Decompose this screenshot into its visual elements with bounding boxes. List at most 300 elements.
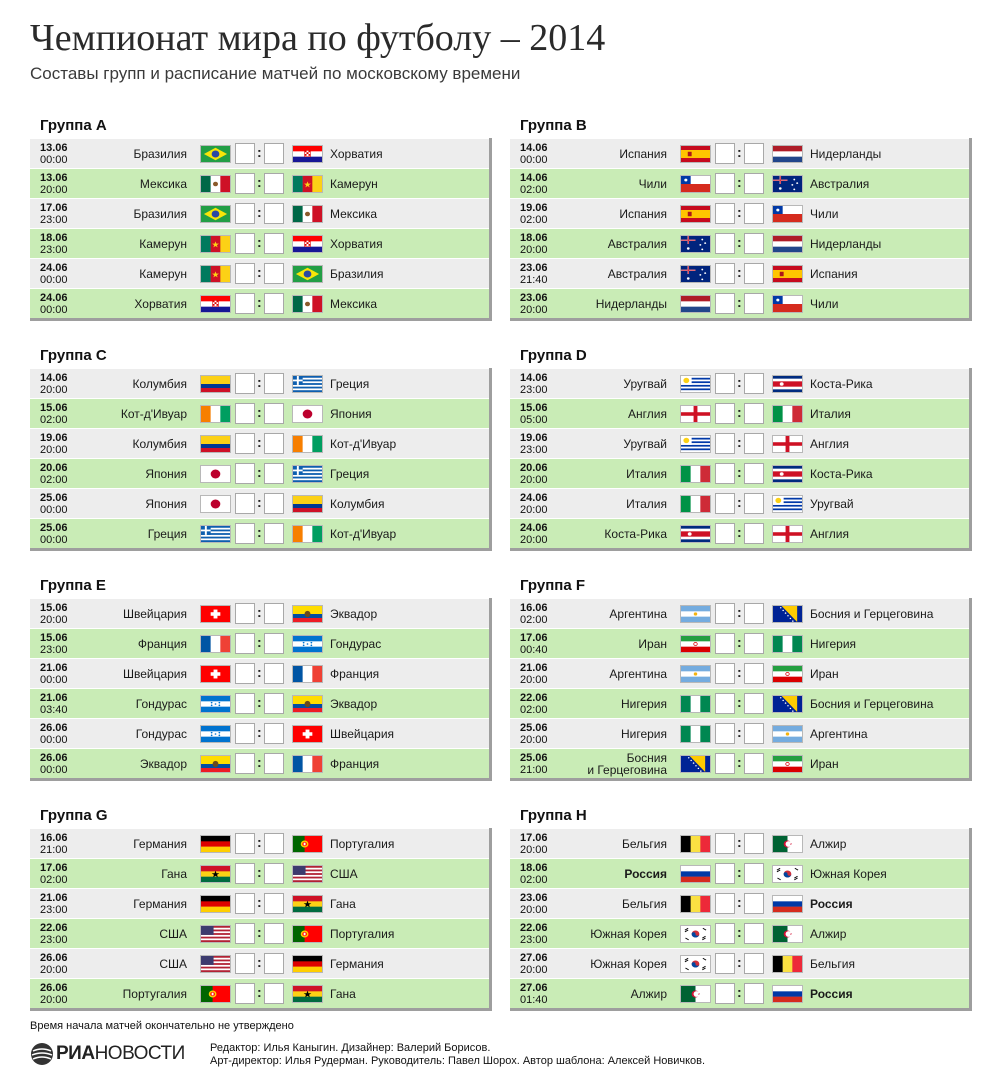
home-score-box[interactable] (235, 603, 255, 624)
home-score-box[interactable] (235, 663, 255, 684)
greece-flag-icon (200, 525, 231, 543)
away-team-name: Португалия (330, 836, 395, 851)
away-score-box[interactable] (264, 373, 284, 394)
schedule-note: Время начала матчей окончательно не утверждено (30, 1020, 294, 1032)
match-time: 01:40 (520, 994, 548, 1006)
away-score-box[interactable] (744, 663, 764, 684)
uruguay-flag-icon (680, 435, 711, 453)
away-score-box[interactable] (744, 923, 764, 944)
match-day: 22.06 (520, 692, 548, 704)
away-score-box[interactable] (744, 983, 764, 1004)
away-score-box[interactable] (744, 403, 764, 424)
match-time: 03:40 (40, 704, 68, 716)
home-score-box[interactable] (715, 723, 735, 744)
home-score-box[interactable] (715, 523, 735, 544)
home-team-name: Франция (137, 636, 187, 651)
home-score-box[interactable] (235, 433, 255, 454)
home-score-box[interactable] (235, 633, 255, 654)
away-score-box[interactable] (264, 523, 284, 544)
away-score-box[interactable] (264, 923, 284, 944)
away-score-box[interactable] (264, 493, 284, 514)
home-score-box[interactable] (235, 863, 255, 884)
away-score-box[interactable] (744, 173, 764, 194)
away-score-box[interactable] (264, 983, 284, 1004)
home-team-name: Австралия (607, 266, 667, 281)
away-team-name: Камерун (330, 176, 378, 191)
away-team-name: Бельгия (810, 956, 855, 971)
home-team-name: Гана (161, 866, 187, 881)
home-score-box[interactable] (715, 833, 735, 854)
match-day: 15.06 (520, 402, 548, 414)
score-separator: : (737, 144, 742, 160)
home-score-box[interactable] (715, 373, 735, 394)
match-date (520, 292, 548, 316)
match-date (520, 632, 548, 656)
away-score-box[interactable] (744, 433, 764, 454)
away-team-name: США (330, 866, 358, 881)
germany-flag-icon (200, 835, 231, 853)
home-score-box[interactable] (235, 833, 255, 854)
home-score-box[interactable] (235, 923, 255, 944)
away-team-name: Иран (810, 666, 839, 681)
score-separator: : (737, 604, 742, 620)
match-row (30, 858, 489, 888)
away-score-box[interactable] (744, 723, 764, 744)
match-row (30, 518, 489, 548)
match-time: 20:00 (520, 304, 548, 316)
iran-flag-icon (772, 665, 803, 683)
match-time: 20:00 (40, 384, 68, 396)
chile-flag-icon (680, 175, 711, 193)
score-separator: : (257, 894, 262, 910)
cameroon-flag-icon (292, 175, 323, 193)
home-score-box[interactable] (235, 493, 255, 514)
away-team-name: Эквадор (330, 696, 378, 711)
match-day: 16.06 (40, 832, 68, 844)
match-row (30, 198, 489, 228)
away-score-box[interactable] (264, 693, 284, 714)
home-score-box[interactable] (715, 143, 735, 164)
match-day: 15.06 (40, 632, 68, 644)
group-title: Группа F (520, 577, 586, 594)
match-row (510, 918, 969, 948)
home-score-box[interactable] (715, 293, 735, 314)
home-score-box[interactable] (715, 173, 735, 194)
home-score-box[interactable] (715, 953, 735, 974)
algeria-flag-icon (772, 925, 803, 943)
match-day: 17.06 (520, 832, 548, 844)
italy-flag-icon (772, 405, 803, 423)
match-time: 00:00 (40, 154, 68, 166)
away-team-name: Босния и Герцеговина (810, 606, 934, 621)
belgium-flag-icon (680, 895, 711, 913)
score-separator: : (737, 754, 742, 770)
away-score-box[interactable] (744, 203, 764, 224)
home-score-box[interactable] (235, 263, 255, 284)
match-time: 23:00 (520, 444, 548, 456)
match-time: 20:00 (520, 534, 548, 546)
ivory-flag-icon (292, 435, 323, 453)
home-team-name: Уругвай (623, 376, 667, 391)
match-day: 18.06 (520, 862, 548, 874)
match-day: 17.06 (40, 202, 68, 214)
away-score-box[interactable] (744, 463, 764, 484)
home-team-name: США (159, 926, 187, 941)
home-score-box[interactable] (715, 493, 735, 514)
ecuador-flag-icon (292, 605, 323, 623)
home-team-name: Эквадор (139, 756, 187, 771)
away-score-box[interactable] (264, 603, 284, 624)
match-time: 02:00 (520, 614, 548, 626)
away-score-box[interactable] (744, 293, 764, 314)
group-title: Группа B (520, 117, 587, 134)
match-row (510, 458, 969, 488)
home-team-name: Камерун (139, 236, 187, 251)
away-team-name: Нидерланды (810, 146, 882, 161)
away-team-name: Россия (810, 896, 853, 911)
group-title: Группа H (520, 807, 587, 824)
home-score-box[interactable] (715, 463, 735, 484)
score-separator: : (257, 954, 262, 970)
score-separator: : (257, 464, 262, 480)
match-time: 23:00 (40, 214, 68, 226)
away-team-name: Япония (330, 406, 372, 421)
home-team-name: Босния (626, 750, 667, 765)
score-separator: : (737, 634, 742, 650)
match-time: 20:00 (40, 964, 68, 976)
match-date (40, 692, 68, 716)
home-score-box[interactable] (715, 233, 735, 254)
home-score-box[interactable] (715, 923, 735, 944)
score-separator: : (257, 924, 262, 940)
group-schedule-table (30, 138, 492, 321)
honduras-flag-icon (292, 635, 323, 653)
score-separator: : (257, 204, 262, 220)
australia-flag-icon (772, 175, 803, 193)
home-team-name: Аргентина (609, 666, 667, 681)
match-date (40, 172, 68, 196)
away-score-box[interactable] (264, 433, 284, 454)
home-team-name: Нидерланды (595, 296, 667, 311)
away-score-box[interactable] (264, 753, 284, 774)
home-score-box[interactable] (235, 373, 255, 394)
home-score-box[interactable] (235, 143, 255, 164)
home-score-box[interactable] (235, 523, 255, 544)
usa-flag-icon (200, 955, 231, 973)
away-score-box[interactable] (264, 203, 284, 224)
away-score-box[interactable] (744, 143, 764, 164)
home-team-name: Бразилия (133, 206, 187, 221)
home-team-name: Южная Корея (590, 926, 667, 941)
away-score-box[interactable] (264, 233, 284, 254)
match-row (510, 748, 969, 778)
match-date (520, 172, 548, 196)
match-time: 02:00 (520, 704, 548, 716)
away-score-box[interactable] (744, 373, 764, 394)
match-time: 20:00 (520, 964, 548, 976)
away-score-box[interactable] (744, 263, 764, 284)
away-score-box[interactable] (744, 693, 764, 714)
match-day: 21.06 (40, 692, 68, 704)
away-score-box[interactable] (744, 633, 764, 654)
match-date (520, 372, 548, 396)
score-separator: : (257, 434, 262, 450)
netherlands-flag-icon (772, 235, 803, 253)
away-team-name: Кот-д'Ивуар (330, 526, 397, 541)
away-score-box[interactable] (264, 403, 284, 424)
away-score-box[interactable] (744, 493, 764, 514)
home-score-box[interactable] (235, 753, 255, 774)
match-date (40, 402, 68, 426)
match-date (40, 862, 68, 886)
away-team-name: Италия (810, 406, 851, 421)
match-time: 21:00 (520, 764, 548, 776)
match-day: 19.06 (520, 202, 548, 214)
match-day: 21.06 (520, 662, 548, 674)
score-separator: : (737, 234, 742, 250)
home-score-box[interactable] (715, 433, 735, 454)
korea-flag-icon (680, 925, 711, 943)
home-score-box[interactable] (715, 893, 735, 914)
home-team-name: Англия (628, 406, 667, 421)
away-score-box[interactable] (264, 293, 284, 314)
match-row (510, 168, 969, 198)
away-score-box[interactable] (744, 863, 764, 884)
match-date (520, 692, 548, 716)
away-team-name: Колумбия (330, 496, 385, 511)
home-score-box[interactable] (715, 203, 735, 224)
match-time: 23:00 (40, 244, 68, 256)
away-team-name: Бразилия (330, 266, 384, 281)
match-day: 26.06 (40, 982, 68, 994)
mexico-flag-icon (292, 295, 323, 313)
match-date (40, 202, 68, 226)
match-day: 19.06 (40, 432, 68, 444)
home-score-box[interactable] (715, 403, 735, 424)
match-day: 27.06 (520, 952, 548, 964)
japan-flag-icon (200, 465, 231, 483)
switzerland-flag-icon (292, 725, 323, 743)
score-separator: : (257, 754, 262, 770)
home-score-box[interactable] (715, 263, 735, 284)
home-score-box[interactable] (235, 293, 255, 314)
away-score-box[interactable] (744, 233, 764, 254)
match-date (520, 602, 548, 626)
home-score-box[interactable] (715, 693, 735, 714)
match-row (510, 948, 969, 978)
home-team-name: Алжир (630, 986, 667, 1001)
match-day: 14.06 (520, 142, 548, 154)
italy-flag-icon (680, 465, 711, 483)
england-flag-icon (772, 435, 803, 453)
ria-globe-icon (30, 1042, 54, 1066)
home-score-box[interactable] (235, 233, 255, 254)
group-schedule-table (30, 598, 492, 781)
chile-flag-icon (772, 295, 803, 313)
match-date (520, 982, 548, 1006)
mexico-flag-icon (200, 175, 231, 193)
away-score-box[interactable] (264, 263, 284, 284)
away-score-box[interactable] (744, 953, 764, 974)
away-score-box[interactable] (744, 523, 764, 544)
home-team-name: Колумбия (132, 436, 187, 451)
away-team-name: Аргентина (810, 726, 868, 741)
match-time: 00:00 (40, 674, 68, 686)
match-day: 25.06 (40, 492, 68, 504)
match-time: 02:00 (520, 874, 548, 886)
match-time: 02:00 (40, 874, 68, 886)
greece-flag-icon (292, 375, 323, 393)
match-time: 02:00 (520, 184, 548, 196)
switzerland-flag-icon (200, 605, 231, 623)
argentina-flag-icon (680, 605, 711, 623)
match-date (40, 432, 68, 456)
score-separator: : (257, 234, 262, 250)
match-date (520, 752, 548, 776)
home-score-box[interactable] (715, 753, 735, 774)
away-score-box[interactable] (264, 663, 284, 684)
home-score-box[interactable] (715, 633, 735, 654)
away-team-name: Англия (810, 436, 849, 451)
match-time: 00:00 (40, 764, 68, 776)
germany-flag-icon (292, 955, 323, 973)
match-day: 24.06 (520, 522, 548, 534)
home-score-box[interactable] (235, 983, 255, 1004)
score-separator: : (737, 434, 742, 450)
match-date (520, 402, 548, 426)
bosnia-flag-icon (772, 605, 803, 623)
away-team-name: Алжир (810, 836, 847, 851)
away-score-box[interactable] (744, 893, 764, 914)
match-date (520, 142, 548, 166)
match-day: 16.06 (520, 602, 548, 614)
ghana-flag-icon (292, 895, 323, 913)
belgium-flag-icon (680, 835, 711, 853)
match-day: 15.06 (40, 602, 68, 614)
score-separator: : (737, 494, 742, 510)
match-row (510, 288, 969, 318)
group-schedule-table (510, 598, 972, 781)
bosnia-flag-icon (680, 755, 711, 773)
home-score-box[interactable] (235, 693, 255, 714)
home-score-box[interactable] (715, 863, 735, 884)
home-team-name: Италия (626, 466, 667, 481)
away-score-box[interactable] (264, 953, 284, 974)
match-time: 02:00 (40, 474, 68, 486)
away-score-box[interactable] (264, 463, 284, 484)
away-team-name: Коста-Рика (810, 466, 873, 481)
home-score-box[interactable] (715, 603, 735, 624)
home-team-name: Хорватия (134, 296, 187, 311)
match-time: 00:00 (40, 304, 68, 316)
costarica-flag-icon (772, 375, 803, 393)
home-team-name: Греция (147, 526, 187, 541)
match-time: 23:00 (520, 384, 548, 396)
match-date (40, 522, 68, 546)
group-title: Группа C (40, 347, 107, 364)
home-team-name: Южная Корея (590, 956, 667, 971)
match-day: 23.06 (520, 892, 548, 904)
home-score-box[interactable] (715, 663, 735, 684)
home-score-box[interactable] (235, 463, 255, 484)
match-date (40, 142, 68, 166)
away-team-name: Босния и Герцеговина (810, 696, 934, 711)
score-separator: : (257, 174, 262, 190)
away-score-box[interactable] (264, 833, 284, 854)
cameroon-flag-icon (200, 265, 231, 283)
home-team-name: Уругвай (623, 436, 667, 451)
netherlands-flag-icon (680, 295, 711, 313)
match-day: 24.06 (40, 292, 68, 304)
korea-flag-icon (772, 865, 803, 883)
home-team-name: Япония (145, 466, 187, 481)
home-team-name: Бельгия (622, 896, 667, 911)
match-day: 23.06 (520, 262, 548, 274)
home-score-box[interactable] (715, 983, 735, 1004)
match-date (40, 602, 68, 626)
away-team-name: Коста-Рика (810, 376, 873, 391)
score-separator: : (737, 894, 742, 910)
match-day: 17.06 (520, 632, 548, 644)
home-team-name: Чили (638, 176, 667, 191)
away-score-box[interactable] (264, 633, 284, 654)
match-day: 21.06 (40, 892, 68, 904)
home-score-box[interactable] (235, 203, 255, 224)
away-score-box[interactable] (264, 723, 284, 744)
france-flag-icon (292, 665, 323, 683)
away-score-box[interactable] (264, 893, 284, 914)
uruguay-flag-icon (680, 375, 711, 393)
uruguay-flag-icon (772, 495, 803, 513)
match-time: 23:00 (40, 904, 68, 916)
match-date (520, 722, 548, 746)
home-team-name: Нигерия (620, 696, 667, 711)
match-row (30, 888, 489, 918)
away-score-box[interactable] (264, 173, 284, 194)
match-day: 22.06 (40, 922, 68, 934)
match-row (510, 398, 969, 428)
score-separator: : (737, 204, 742, 220)
match-time: 20:00 (40, 994, 68, 1006)
score-separator: : (257, 144, 262, 160)
ivory-flag-icon (200, 405, 231, 423)
croatia-flag-icon (292, 145, 323, 163)
away-score-box[interactable] (744, 753, 764, 774)
japan-flag-icon (200, 495, 231, 513)
home-team-name: Испания (619, 206, 667, 221)
match-row (30, 948, 489, 978)
group-schedule-table (30, 828, 492, 1011)
home-score-box[interactable] (235, 723, 255, 744)
match-time: 20:00 (520, 244, 548, 256)
home-team-name: Австралия (607, 236, 667, 251)
match-date (40, 752, 68, 776)
home-score-box[interactable] (235, 403, 255, 424)
home-score-box[interactable] (235, 893, 255, 914)
away-score-box[interactable] (264, 143, 284, 164)
away-score-box[interactable] (744, 833, 764, 854)
match-row (30, 688, 489, 718)
match-time: 20:00 (40, 444, 68, 456)
home-score-box[interactable] (235, 953, 255, 974)
match-day: 19.06 (520, 432, 548, 444)
away-score-box[interactable] (744, 603, 764, 624)
match-day: 27.06 (520, 982, 548, 994)
away-score-box[interactable] (264, 863, 284, 884)
match-day: 14.06 (40, 372, 68, 384)
home-score-box[interactable] (235, 173, 255, 194)
score-separator: : (737, 834, 742, 850)
